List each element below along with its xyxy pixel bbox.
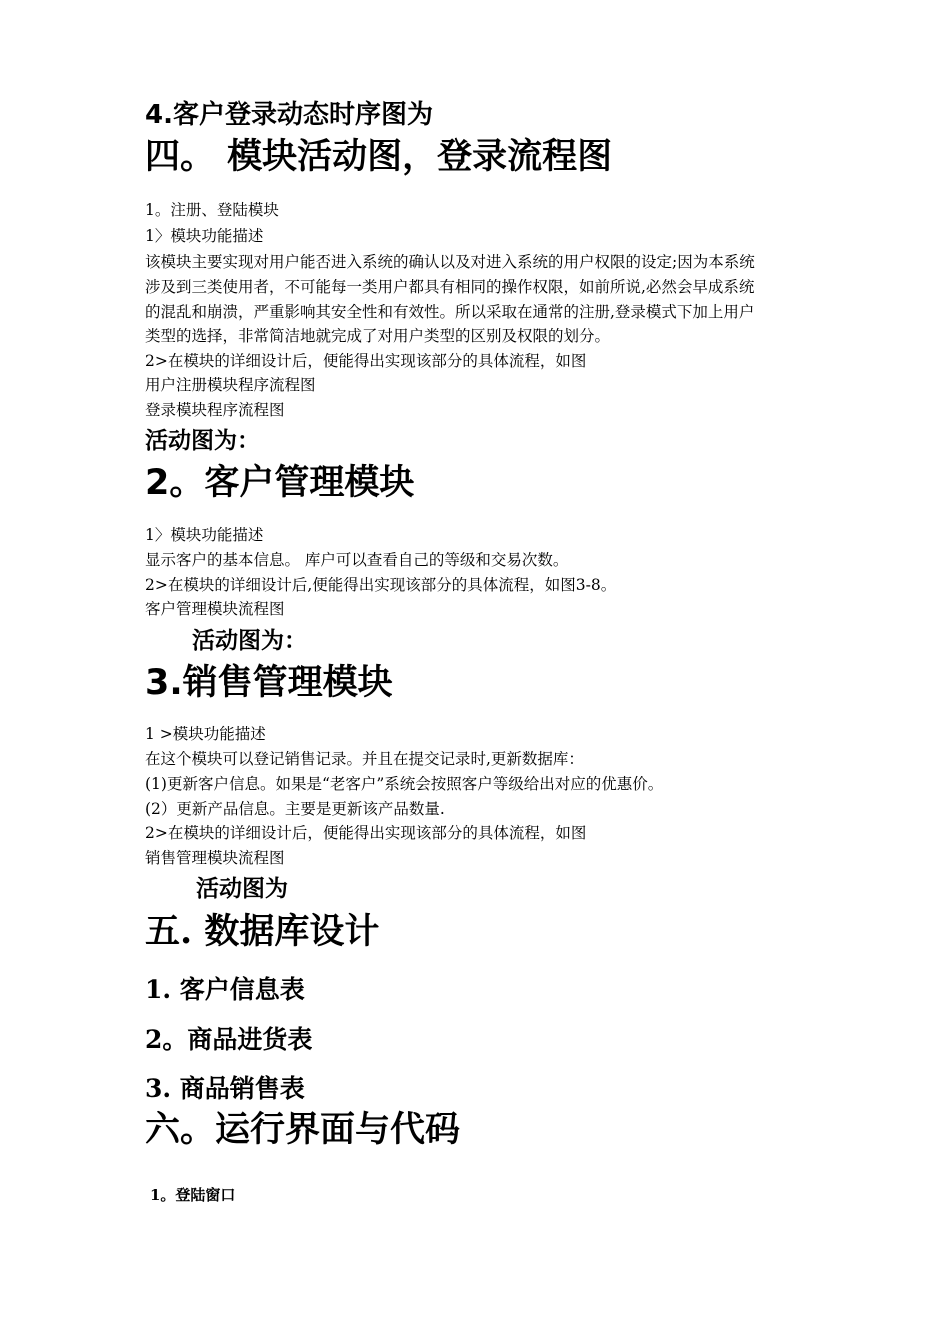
activity-diagram-label: 活动图为： [145, 428, 260, 454]
paragraph-line: 1〉模块功能描述 [145, 526, 264, 544]
paragraph-line: 涉及到三类使用者，不可能每一类用户都具有相同的操作权限，如前所说,必然会早成系统 [145, 278, 755, 296]
heading-purchase-table: 2。商品进货表 [145, 1025, 313, 1054]
paragraph-line: 显示客户的基本信息。 库户可以查看自己的等级和交易次数。 [145, 551, 569, 569]
paragraph-line: 类型的选择，非常简洁地就完成了对用户类型的区别及权限的划分。 [145, 327, 611, 345]
paragraph-line: 2>在模块的详细设计后,便能得出实现该部分的具体流程，如图3-8。 [145, 576, 617, 594]
subsection-title: 1。注册、登陆模块 [145, 201, 279, 219]
paragraph-line: 1〉模块功能描述 [145, 227, 264, 245]
heading-customer-module: 2。客户管理模块 [145, 463, 415, 503]
figure-caption: 客户管理模块流程图 [145, 600, 285, 618]
heading-section-5: 五. 数据库设计 [145, 911, 380, 952]
paragraph-line: 在这个模块可以登记销售记录。并且在提交记录时,更新数据库： [145, 750, 584, 768]
heading-section-6: 六。运行界面与代码 [145, 1109, 461, 1150]
paragraph-line: (2）更新产品信息。主要是更新该产品数量. [145, 800, 445, 818]
paragraph-line: 该模块主要实现对用户能否进入系统的确认以及对进入系统的用户权限的设定;因为本系统 [145, 253, 755, 271]
paragraph-line: 1 >模块功能描述 [145, 725, 266, 743]
heading-sales-table: 3. 商品销售表 [145, 1074, 305, 1103]
paragraph-line: 2>在模块的详细设计后，便能得出实现该部分的具体流程，如图 [145, 824, 587, 842]
paragraph-line: (1)更新客户信息。如果是“老客户”系统会按照客户等级给出对应的优惠价。 [145, 775, 664, 793]
activity-diagram-label: 活动图为： [192, 628, 307, 654]
figure-caption: 登录模块程序流程图 [145, 401, 285, 419]
activity-diagram-label: 活动图为 [196, 876, 288, 902]
heading-section-4: 四。 模块活动图，登录流程图 [145, 137, 613, 177]
heading-customer-table: 1. 客户信息表 [145, 975, 305, 1004]
heading-sales-module: 3.销售管理模块 [145, 663, 393, 703]
heading-login-window: 1。登陆窗口 [150, 1186, 236, 1204]
figure-caption: 用户注册模块程序流程图 [145, 376, 316, 394]
heading-sequence-diagram: 4.客户登录动态时序图为 [145, 100, 433, 130]
paragraph-line: 2>在模块的详细设计后，便能得出实现该部分的具体流程，如图 [145, 352, 587, 370]
figure-caption: 销售管理模块流程图 [145, 849, 285, 867]
paragraph-line: 的混乱和崩溃，严重影响其安全性和有效性。所以采取在通常的注册,登录模式下加上用户 [145, 303, 755, 321]
